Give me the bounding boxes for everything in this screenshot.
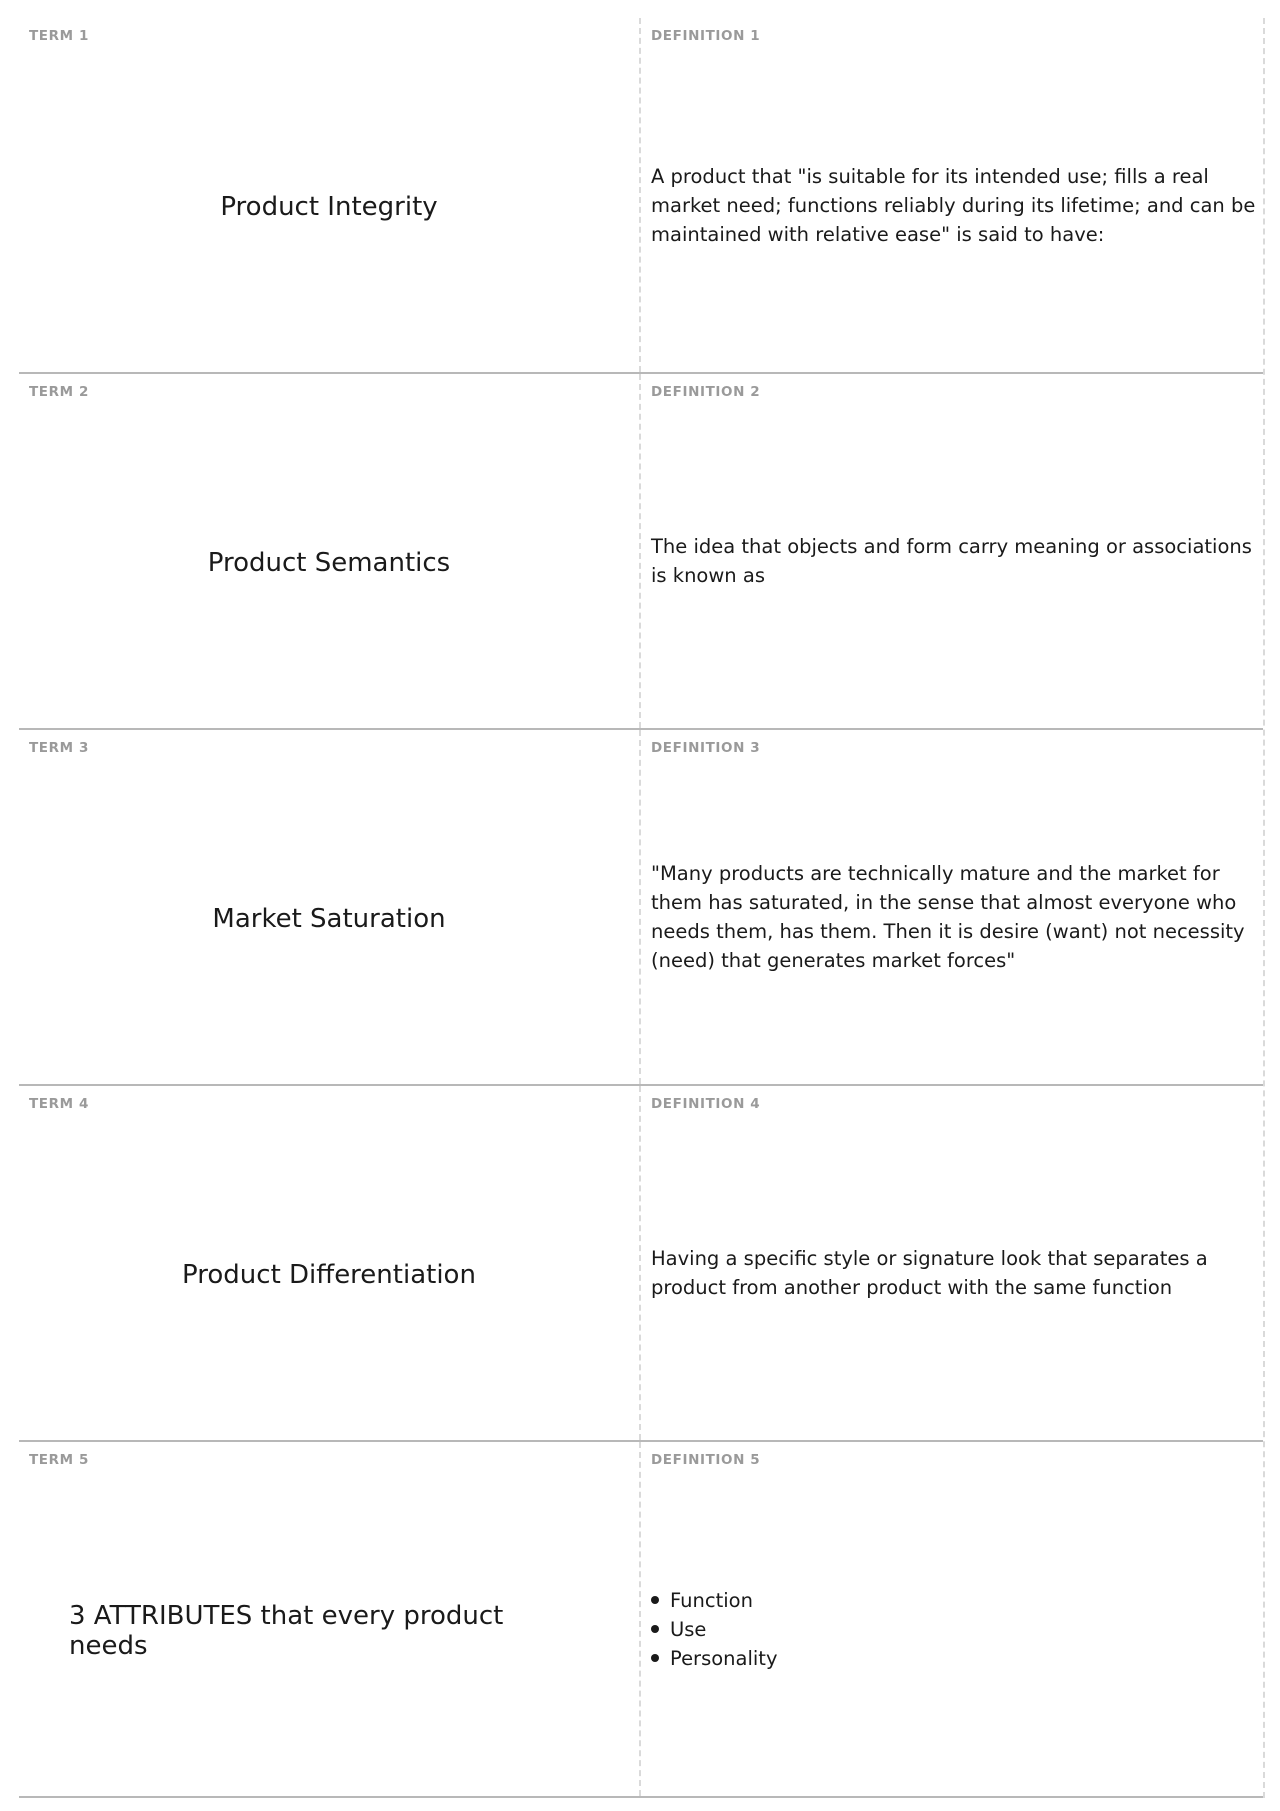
definition-label: DEFINITION 4 bbox=[651, 1096, 761, 1112]
term-label: TERM 3 bbox=[29, 740, 89, 756]
definition-cell bbox=[641, 374, 1263, 728]
definition-cell bbox=[641, 1086, 1263, 1440]
term-text: 3 ATTRIBUTES that every product needs bbox=[69, 1601, 504, 1661]
definition-label: DEFINITION 2 bbox=[651, 384, 761, 400]
definition-text bbox=[651, 1086, 1257, 1440]
definition-label: DEFINITION 1 bbox=[651, 28, 761, 44]
definition-label: DEFINITION 3 bbox=[651, 740, 761, 756]
flashcard-row bbox=[19, 1442, 1263, 1798]
term-text: Product Integrity bbox=[220, 192, 438, 222]
term-label: TERM 1 bbox=[29, 28, 89, 44]
term-label: TERM 5 bbox=[29, 1452, 89, 1468]
list-item: Function bbox=[651, 1586, 778, 1615]
flashcard-row bbox=[19, 374, 1263, 730]
definition-body: The idea that objects and form carry meaning or associations is known as bbox=[651, 535, 1252, 587]
definition-bullet-list bbox=[651, 1586, 778, 1673]
term-cell bbox=[19, 18, 641, 372]
definition-body: Having a specific style or signature look that separates a product from another product with the same function bbox=[651, 1247, 1208, 1299]
flashcard-row bbox=[19, 18, 1263, 374]
list-item: Use bbox=[651, 1615, 778, 1644]
term-text: Market Saturation bbox=[212, 904, 446, 934]
definition-text bbox=[651, 1442, 1257, 1796]
term-cell bbox=[19, 1442, 641, 1796]
term-cell bbox=[19, 1086, 641, 1440]
flashcard-row bbox=[19, 1086, 1263, 1442]
definition-text bbox=[651, 374, 1257, 728]
flashcard-sheet bbox=[19, 18, 1265, 1798]
list-item: Personality bbox=[651, 1644, 778, 1673]
definition-cell bbox=[641, 18, 1263, 372]
definition-cell bbox=[641, 730, 1263, 1084]
flashcard-row bbox=[19, 730, 1263, 1086]
definition-cell bbox=[641, 1442, 1263, 1796]
term-text: Product Differentiation bbox=[182, 1260, 476, 1290]
definition-label: DEFINITION 5 bbox=[651, 1452, 761, 1468]
definition-body: "Many products are technically mature and the market for them has saturated, in the sense that almost everyone who needs them, has them. Then it is desire (want) not necessity (need) that generates market forces" bbox=[651, 862, 1245, 972]
term-label: TERM 4 bbox=[29, 1096, 89, 1112]
definition-text bbox=[651, 730, 1257, 1084]
term-label: TERM 2 bbox=[29, 384, 89, 400]
definition-body: A product that "is suitable for its intended use; fills a real market need; functions reliably during its lifetime; and can be maintained with relative ease" is said to have: bbox=[651, 164, 1256, 246]
term-cell bbox=[19, 730, 641, 1084]
term-text: Product Semantics bbox=[207, 548, 451, 578]
definition-text bbox=[651, 18, 1257, 372]
term-cell bbox=[19, 374, 641, 728]
